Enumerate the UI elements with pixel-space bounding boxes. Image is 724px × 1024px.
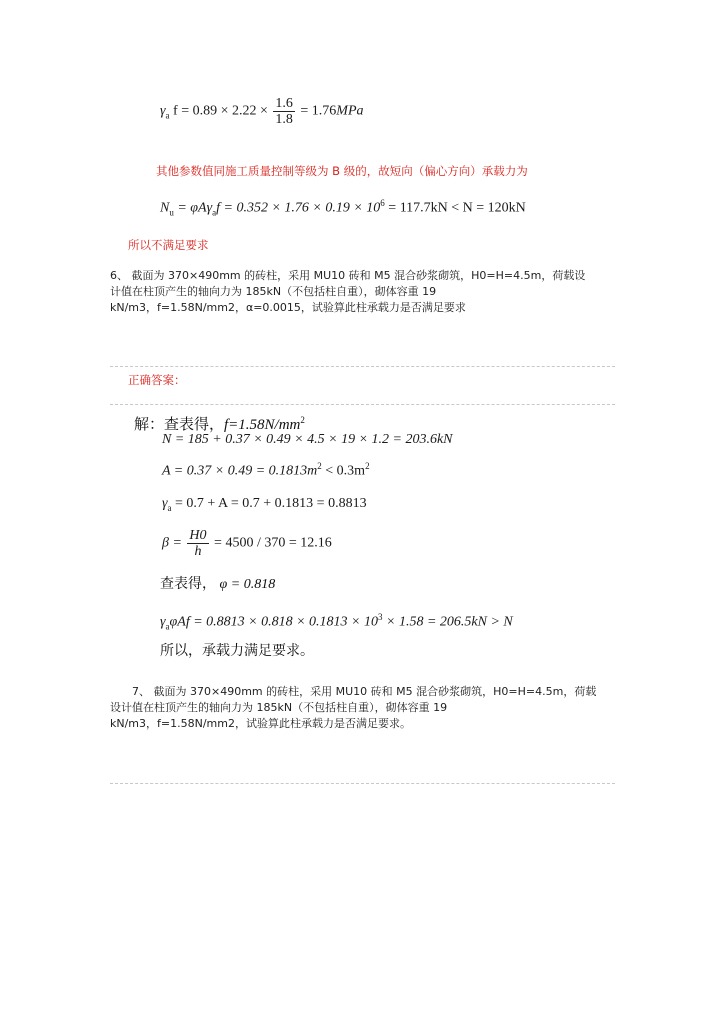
correct-answer-label: 正确答案： [128, 373, 186, 387]
question-6-line-1: 6、 截面为 370×490mm 的砖柱，采用 MU10 砖和 M5 混合砂浆砌筑，H0=H=4.5m，荷载设 [110, 269, 586, 282]
solution-line-4 [162, 496, 367, 513]
question-6-line-2: 计值在柱顶产生的轴向力为 185kN（不包括柱自重），砌体容重 19 [110, 285, 437, 298]
solution-line-1 [134, 413, 305, 434]
formula-2-lhs: N [160, 200, 170, 216]
solution-axial-force: N = 185 + 0.37 × 0.49 × 4.5 × 19 × 1.2 = 203.6kN [162, 432, 453, 447]
solution-gamma: γ [162, 496, 168, 511]
solution-beta-lhs: β = [162, 535, 182, 551]
solution-f-exp: 2 [300, 415, 305, 425]
formula-1-lhs-sub: a [165, 110, 170, 121]
solution-area-b: < 0.3m [321, 463, 366, 479]
formula-2-lhs-sub: u [169, 207, 174, 218]
solution-area-exp-2: 2 [365, 461, 370, 471]
formula-1-rhs-b: = 1.76 [300, 103, 337, 119]
divider-2 [110, 404, 615, 405]
formula-1-rhs-a: f = 0.89 × 2.22 × [173, 103, 268, 119]
solution-f-value: f=1.58N/mm [224, 417, 301, 433]
divider-1 [110, 366, 615, 367]
formula-2-mid-sub: a [212, 207, 217, 218]
solution-capacity-exp: 3 [378, 612, 383, 622]
formula-1-fraction [273, 96, 295, 127]
formula-nu [160, 198, 526, 217]
note-b-grade: 其他参数值同施工质量控制等级为 B 级的，故短向（偏心方向）承载力为 [156, 164, 528, 178]
question-7 [110, 684, 596, 732]
conclusion-not-satisfied: 所以不满足要求 [128, 238, 209, 252]
solution-prefix: 解：查表得， [134, 417, 225, 433]
solution-capacity-a: φAf = 0.8813 × 0.818 × 0.1813 × 10 [169, 614, 379, 630]
solution-line-2 [162, 432, 453, 448]
solution-gamma-rhs: = 0.7 + A = 0.7 + 0.1813 = 0.8813 [171, 496, 367, 511]
solution-beta-fraction [187, 528, 208, 559]
formula-2-rhs-a: f = 0.352 × 1.76 × 0.19 × 10 [216, 200, 381, 216]
formula-2-mid: = φAγ [177, 200, 213, 216]
formula-1-lhs: γ [160, 103, 166, 119]
solution-phi: φ = 0.818 [219, 577, 276, 592]
formula-1-denominator: 1.8 [275, 112, 293, 127]
solution-line-7 [160, 612, 513, 631]
solution-capacity-gamma: γ [160, 614, 166, 630]
formula-2-exp: 6 [380, 198, 385, 208]
divider-3 [110, 783, 615, 784]
solution-capacity-b: × 1.58 = 206.5kN > N [382, 614, 513, 630]
formula-gamma-f [160, 96, 364, 127]
question-7-line-2: 设计值在柱顶产生的轴向力为 185kN（不包括柱自重），砌体容重 19 [110, 701, 448, 714]
question-7-line-1: 7、 截面为 370×490mm 的砖柱，采用 MU10 砖和 M5 混合砂浆砌筑，H0=H=4.5m，荷载 [132, 685, 597, 698]
solution-capacity-sub: a [165, 621, 170, 632]
question-6-line-3: kN/m3，f=1.58N/mm2，α=0.0015，试验算此柱承载力是否满足要求 [110, 301, 466, 314]
solution-lookup-prefix: 查表得， [160, 577, 216, 592]
formula-1-unit: MPa [336, 103, 364, 119]
question-6 [110, 268, 585, 316]
solution-line-5 [162, 528, 332, 559]
solution-area-a: A = 0.37 × 0.49 = 0.1813m [162, 463, 318, 479]
question-7-line-3: kN/m3，f=1.58N/mm2，试验算此柱承载力是否满足要求。 [110, 717, 411, 730]
formula-2-rhs-b: = 117.7kN < N = 120kN [388, 200, 526, 216]
solution-beta-denominator: h [194, 544, 202, 559]
solution-beta-numerator: H0 [189, 528, 207, 543]
solution-line-6 [160, 573, 275, 593]
solution-gamma-sub: a [167, 502, 172, 513]
solution-area-exp-1: 2 [317, 461, 322, 471]
solution-line-3 [162, 461, 370, 480]
solution-line-8: 所以，承载力满足要求。 [160, 644, 314, 659]
formula-1-numerator: 1.6 [275, 96, 293, 111]
solution-beta-rhs: = 4500 / 370 = 12.16 [214, 535, 332, 551]
